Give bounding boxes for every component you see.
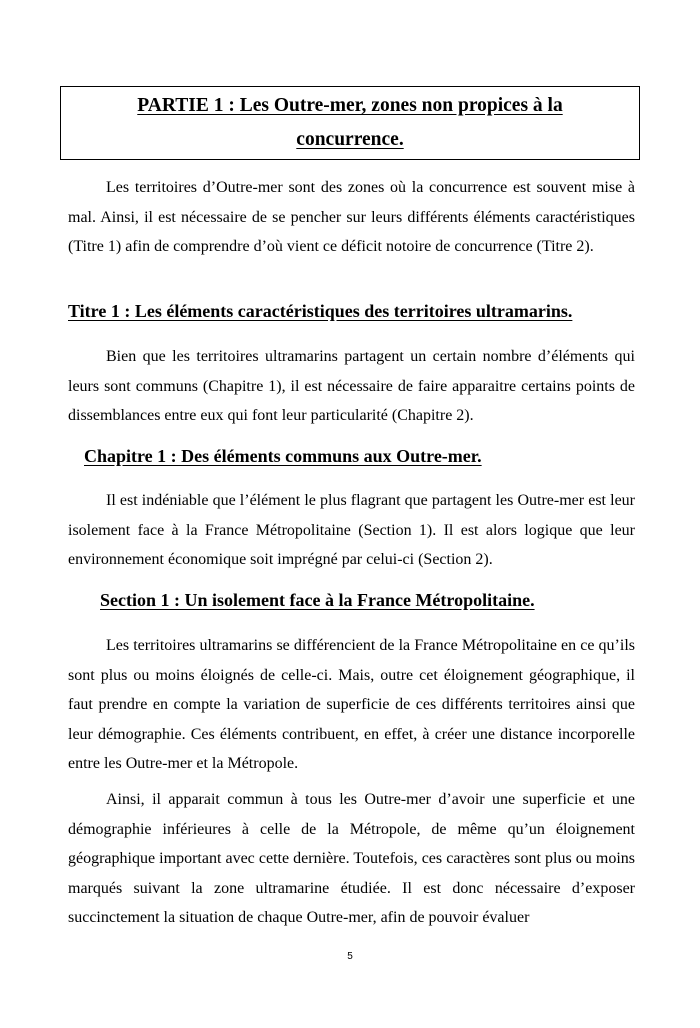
section-1-heading: Section 1 : Un isolement face à la France Métropolitaine. [100,590,535,610]
chapitre-1-paragraph: Il est indéniable que l’élément le plus flagrant que partagent les Outre-mer est leur isolement face à la France Métropolitaine (Section 1). Il est alors logique que leur environnement économique soit imprégné par celui-ci (Section 2). [68,492,635,568]
intro-paragraph: Les territoires d’Outre-mer sont des zones où la concurrence est souvent mise à mal. Ainsi, il est nécessaire de se pencher sur leurs différents éléments caractéristiques (Titre 1) afin de comprendre d’où vient ce déficit notoire de concurrence (Titre 2). [68,179,635,255]
page-number: 5 [347,951,353,962]
section-1-paragraph-1: Les territoires ultramarins se différencient de la France Métropolitaine en ce qu’ils sont plus ou moins éloignés de celle-ci. Mais, outre cet éloignement géographique, il faut prendre en compte la variation de superficie de ces différents territoires ainsi que leur démographie. Ces éléments contribuent, en effet, à créer une distance incorporelle entre les Outre-mer et la Métropole. [68,637,635,772]
chapitre-1-heading: Chapitre 1 : Des éléments communs aux Outre-mer. [84,446,482,466]
section-1-paragraph-2: Ainsi, il apparait commun à tous les Outre-mer d’avoir une superficie et une démographie inférieures à celle de la Métropole, de même qu’un éloignement géographique important avec cette dernière. Toutefois, ces caractères sont plus ou moins marqués suivant la zone ultramarine étudiée. Il est donc nécessaire d’exposer succinctement la situation de chaque Outre-mer, afin de pouvoir évaluer [68,791,635,926]
titre-1-paragraph: Bien que les territoires ultramarins partagent un certain nombre d’éléments qui leurs sont communs (Chapitre 1), il est nécessaire de faire apparaitre certains points de dissemblances entre eux qui font leur particularité (Chapitre 2). [68,348,635,424]
part-title-line-1: PARTIE 1 : Les Outre-mer, zones non propices à la [137,95,563,116]
titre-1-heading: Titre 1 : Les éléments caractéristiques des territoires ultramarins. [68,301,573,321]
part-title-box [60,86,640,160]
part-title-line-2: concurrence. [296,129,404,150]
